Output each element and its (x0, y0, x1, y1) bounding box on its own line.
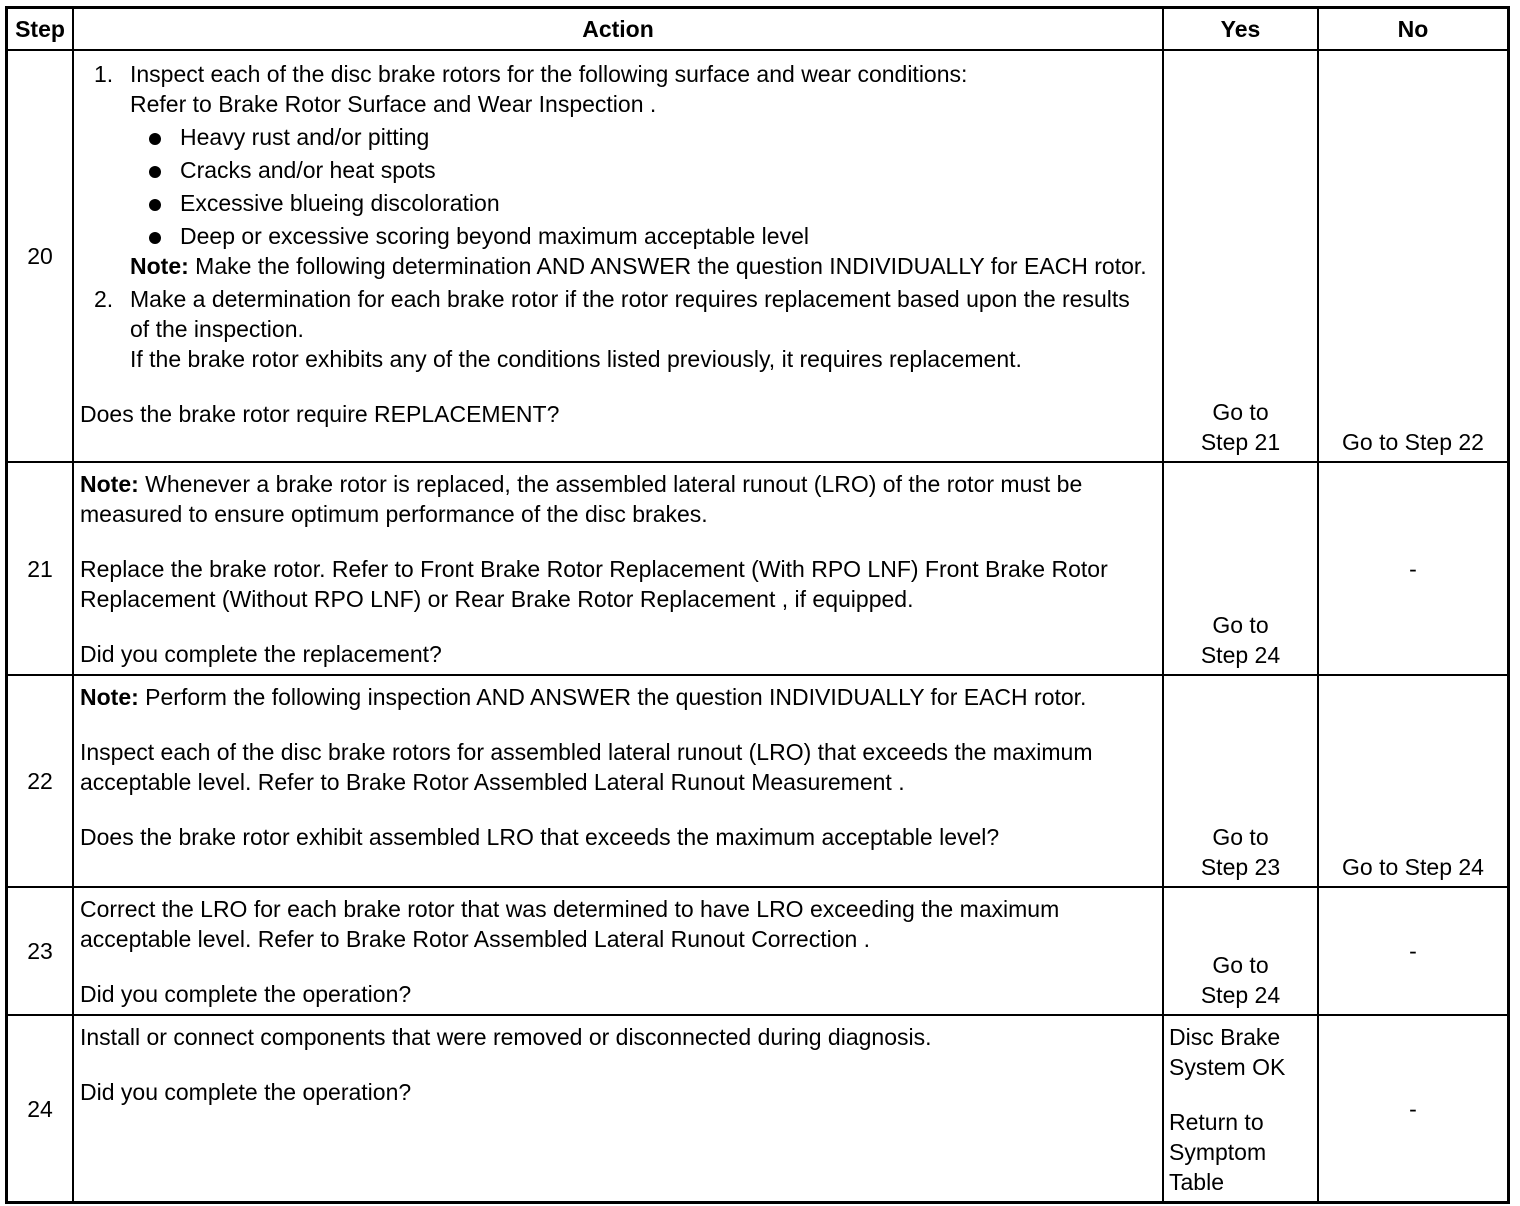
step-number: 24 (7, 1015, 74, 1203)
bullet-dot-icon (149, 199, 161, 211)
yes-line: Go to (1212, 399, 1269, 425)
no-cell (1318, 1015, 1509, 1203)
yes-cell (1163, 675, 1318, 887)
bullet-dot-icon (149, 166, 161, 178)
no-text: - (1409, 1095, 1417, 1122)
action-cell (73, 50, 1163, 462)
question-text: Did you complete the operation? (80, 1079, 412, 1105)
table-row (7, 675, 1509, 887)
bullet-dot-icon (149, 133, 161, 145)
header-yes: Yes (1163, 8, 1318, 51)
no-cell (1318, 887, 1509, 1015)
instruction-extra: If the brake rotor exhibits any of the conditions listed previously, it requires replacement. (130, 346, 1022, 372)
no-text: Go to Step 22 (1342, 429, 1484, 455)
note (80, 469, 1154, 529)
note-label: Note: (80, 471, 139, 497)
step-number: 23 (7, 887, 74, 1015)
bullet-item: Deep or excessive scoring beyond maximum acceptable level (130, 221, 1154, 251)
instruction-text: Install or connect components that were removed or disconnected during diagnosis. (80, 1024, 932, 1050)
question-text: Does the brake rotor require REPLACEMENT? (80, 401, 560, 427)
header-action: Action (73, 8, 1163, 51)
yes-outcome: Disc Brake System OK (1169, 1024, 1286, 1080)
action-cell (73, 462, 1163, 675)
note-label: Note: (130, 253, 189, 279)
note-text: Whenever a brake rotor is replaced, the assembled lateral runout (LRO) of the rotor must be measured to ensure optimum performance of the disc brakes. (80, 471, 1083, 527)
instruction-text: Replace the brake rotor. Refer to Front Brake Rotor Replacement (With RPO LNF) Front Brake Rotor Replacement (Without RPO LNF) or Rear Brake Rotor Replacement , if equipped. (80, 556, 1108, 612)
instruction-text: Inspect each of the disc brake rotors for the following surface and wear conditions: (130, 61, 968, 87)
question-text: Does the brake rotor exhibit assembled LRO that exceeds the maximum acceptable level? (80, 824, 1000, 850)
list-item (80, 59, 1154, 281)
table-row (7, 50, 1509, 462)
yes-cell (1163, 462, 1318, 675)
no-cell (1318, 50, 1509, 462)
no-text: - (1409, 938, 1417, 964)
instruction-text: Inspect each of the disc brake rotors for assembled lateral runout (LRO) that exceeds the maximum acceptable level. Refer to Brake Rotor Assembled Lateral Runout Measurement . (80, 739, 1093, 795)
action-cell (73, 675, 1163, 887)
yes-cell (1163, 887, 1318, 1015)
bullet-item: Excessive blueing discoloration (130, 188, 1154, 218)
yes-line: Go to (1212, 952, 1269, 978)
header-step: Step (7, 8, 74, 51)
table-row (7, 462, 1509, 675)
yes-line: Step 23 (1200, 854, 1281, 880)
yes-cell (1163, 50, 1318, 462)
no-cell (1318, 675, 1509, 887)
action-cell (73, 1015, 1163, 1203)
instruction-text: Make a determination for each brake rotor if the rotor requires replacement based upon the results of the inspection. (130, 286, 1130, 342)
table-row (7, 887, 1509, 1015)
diagnostic-table (5, 6, 1510, 1204)
yes-cell (1163, 1015, 1318, 1203)
bullet-item: Cracks and/or heat spots (130, 155, 1154, 185)
header-no: No (1318, 8, 1509, 51)
yes-line: Step 21 (1200, 429, 1281, 455)
note (130, 251, 1154, 281)
instruction-text: Correct the LRO for each brake rotor that was determined to have LRO exceeding the maximum acceptable level. Refer to Brake Rotor Assembled Lateral Runout Correction . (80, 896, 1060, 952)
note (80, 682, 1154, 712)
no-text: - (1409, 555, 1417, 582)
note-label: Note: (80, 684, 139, 710)
bullet-dot-icon (149, 232, 161, 244)
table-row (7, 1015, 1509, 1203)
no-cell (1318, 462, 1509, 675)
question-text: Did you complete the replacement? (80, 641, 442, 667)
yes-line: Step 24 (1200, 642, 1281, 668)
no-text: Go to Step 24 (1342, 854, 1484, 880)
reference-text: Refer to Brake Rotor Surface and Wear Inspection . (130, 91, 657, 117)
question-text: Did you complete the operation? (80, 981, 412, 1007)
yes-line: Go to (1212, 824, 1269, 850)
action-cell (73, 887, 1163, 1015)
list-item (80, 284, 1154, 374)
list-number: 2. (94, 286, 114, 312)
yes-line: Go to (1212, 612, 1269, 638)
step-number: 22 (7, 675, 74, 887)
note-text: Perform the following inspection AND ANSWER the question INDIVIDUALLY for EACH rotor. (138, 684, 1087, 710)
yes-outcome: Return to Symptom Table (1169, 1109, 1267, 1195)
note-text: Make the following determination AND ANSWER the question INDIVIDUALLY for EACH rotor. (188, 253, 1147, 279)
step-number: 20 (7, 50, 74, 462)
header-row (7, 8, 1509, 51)
list-number: 1. (94, 61, 114, 87)
bullet-item: Heavy rust and/or pitting (130, 122, 1154, 152)
yes-line: Step 24 (1200, 982, 1281, 1008)
step-number: 21 (7, 462, 74, 675)
